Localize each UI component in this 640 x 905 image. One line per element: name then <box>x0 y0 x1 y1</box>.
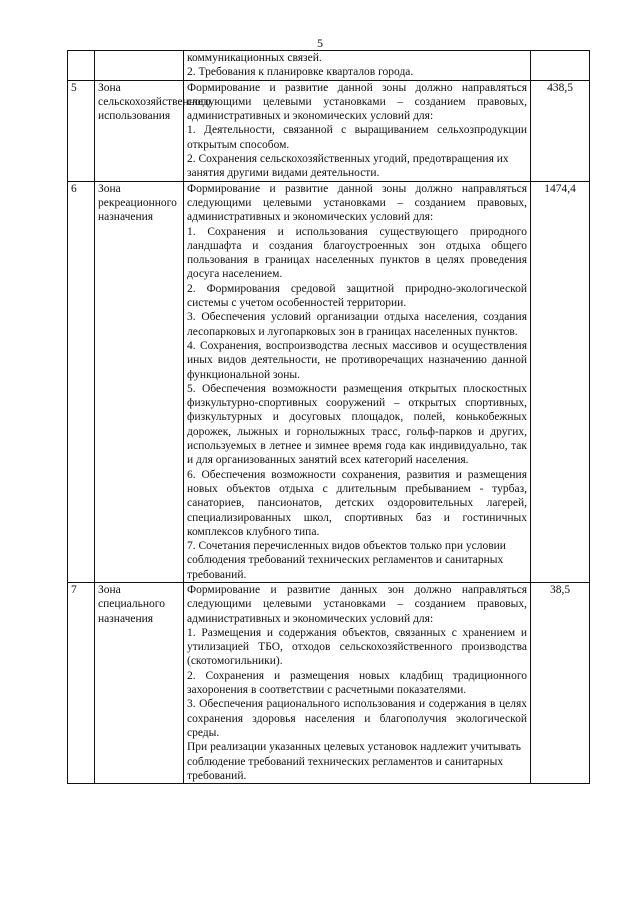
zone-area: 438,5 <box>531 80 590 181</box>
zone-name: Зона рекреационного назначения <box>95 181 184 582</box>
row-number: 5 <box>68 80 95 181</box>
description-paragraph: 2. Требования к планировке кварталов города. <box>187 66 414 79</box>
description-paragraph: 2. Сохранения сельскохозяйственных угодий, предотвращения их занятия другими видами деятельности. <box>187 153 509 180</box>
table-row <box>68 51 590 81</box>
zone-description <box>184 80 531 181</box>
zones-table <box>67 50 590 784</box>
page-number: 5 <box>317 36 323 50</box>
description-paragraph: 5. Обеспечения возможности размещения открытых плоскостных физкультурно-спортивных сооружений – открытых спортивных, физкультурных и досуговых площадок, полей, конькобежных дорожек, лыжных и горнолыжных трасс, гольф-парков и других, используемых в летнее и зимнее время года как индивидуально, так и для организованных занятий всех категорий населения. <box>187 382 527 467</box>
row-number <box>68 51 95 81</box>
zone-area: 38,5 <box>531 582 590 783</box>
zone-description <box>184 51 531 81</box>
row-number: 7 <box>68 582 95 783</box>
description-paragraph: 2. Сохранения и размещения новых кладбищ традиционного захоронения в соответствии с расчетными показателями. <box>187 669 527 697</box>
description-paragraph: 3. Обеспечения рационального использования и содержания в целях сохранения здоровья населения и благополучия экологической среды. <box>187 698 527 739</box>
zone-description <box>184 181 531 582</box>
description-paragraph: 1. Сохранения и использования существующего природного ландшафта и создания благоустроенных зон отдыха общего пользования в границах населенных пунктов в целях проведения досуга населением. <box>187 225 527 281</box>
description-paragraph: коммуникационных связей. <box>187 52 322 64</box>
description-paragraph: Формирование и развитие данной зоны должно направляться следующими целевыми установками – созданием правовых, административных и экономических условий для: <box>187 81 527 123</box>
description-paragraph: Формирование и развитие данных зон должно направляться следующими целевыми установками – созданием правовых, административных и экономических условий для: <box>187 583 527 625</box>
zone-area: 1474,4 <box>531 181 590 582</box>
table-row <box>68 181 590 582</box>
description-paragraph: 4. Сохранения, воспроизводства лесных массивов и осуществления иных видов деятельности, не противоречащих назначению данной функциональной зоны. <box>187 339 527 381</box>
description-paragraph: 2. Формирования средовой защитной природно-экологической системы с учетом особенностей территории. <box>187 282 527 310</box>
zone-name: Зона специального назначения <box>95 582 184 783</box>
zone-name: Зона сельскохозяйственного использования <box>95 80 184 181</box>
description-paragraph: 1. Деятельности, связанной с выращиванием сельхозпродукции открытым способом. <box>187 124 527 151</box>
description-paragraph: 6. Обеспечения возможности сохранения, развития и размещения новых объектов отдыха с длительным пребыванием - турбаз, санаториев, пансионатов, детских оздоровительных лагерей, специализированных школ, спортивных баз и гостиничных комплексов клубного типа. <box>187 468 527 538</box>
description-paragraph: 3. Обеспечения условий организации отдыха населения, создания лесопарковых и лугопарковых зон в границах населенных пунктов. <box>187 311 527 338</box>
description-paragraph: Формирование и развитие данной зоны должно направляться следующими целевыми установками – созданием правовых, административных и экономических условий для: <box>187 182 527 224</box>
table-row <box>68 582 590 783</box>
description-paragraph: 7. Сочетания перечисленных видов объектов только при условии соблюдения требований технических регламентов и санитарных требований. <box>187 540 506 581</box>
zone-description <box>184 582 531 783</box>
description-paragraph: 1. Размещения и содержания объектов, связанных с хранением и утилизацией ТБО, отходов сельскохозяйственного производства (скотомогильники). <box>187 626 527 668</box>
description-paragraph: При реализации указанных целевых установок надлежит учитывать соблюдение требований технических регламентов и санитарных требований. <box>187 741 521 782</box>
row-number: 6 <box>68 181 95 582</box>
zone-name <box>95 51 184 81</box>
zone-area <box>531 51 590 81</box>
table-row <box>68 80 590 181</box>
